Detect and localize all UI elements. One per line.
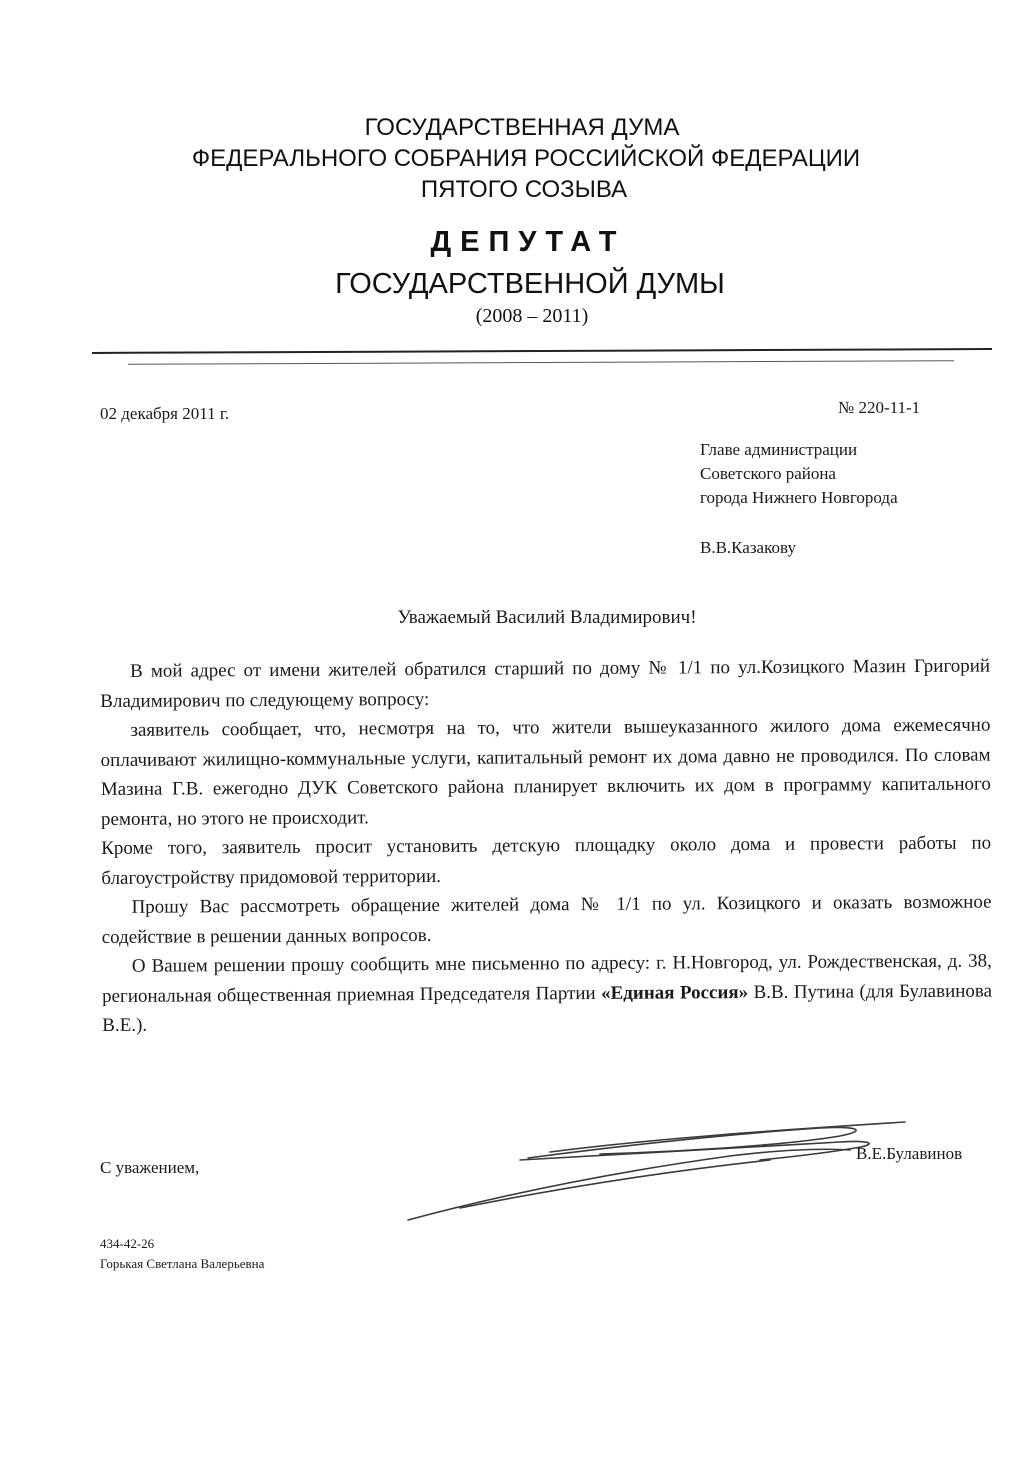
- signer-name: В.Е.Булавинов: [856, 1144, 963, 1163]
- addressee-name: В.В.Казакову: [700, 538, 796, 557]
- addressee-line-1: Главе администрации: [700, 440, 858, 459]
- body-paragraph-3: Кроме того, заявитель просит установить детскую площадку около дома и провести работы по благоустройству придомовой территории.: [101, 832, 992, 889]
- letterhead-line-3: ПЯТОГО СОЗЫВА: [420, 176, 628, 203]
- paragraph-5-end: В.В. Путина (для Булавинова В.Е.).: [102, 980, 993, 1036]
- handwritten-signature: [400, 1108, 920, 1228]
- letterhead-title: ДЕПУТАТ: [430, 226, 626, 258]
- addressee-line-3: города Нижнего Новгорода: [700, 488, 898, 507]
- letter-date: 02 декабря 2011 г.: [100, 404, 230, 423]
- body-paragraph-4: Прошу Вас рассмотреть обращение жителей дома № 1/1 по ул. Козицкого и оказать возможное содействие в решении данных вопросов.: [101, 891, 992, 948]
- letterhead-line-1: ГОСУДАРСТВЕННАЯ ДУМА: [364, 114, 680, 141]
- header-rule-thick: [92, 348, 992, 354]
- header-rule-thin: [128, 360, 954, 365]
- executor-name: Горькая Светлана Валерьевна: [100, 1256, 265, 1271]
- party-name: «Единая Россия»: [601, 981, 749, 1004]
- letter-number: № 220-11-1: [838, 398, 921, 417]
- body-paragraph-1: В мой адрес от имени жителей обратился старший по дому № 1/1 по ул.Козицкого Мазин Григорий Владимирович по следующему вопросу:: [100, 655, 991, 712]
- paragraph-5-start: О Вашем решении прошу сообщить мне письменно по адресу: г. Н.Новгород, ул. Рождественская, д. 38, региональная общественная приемная Председателя Партии: [102, 950, 992, 1007]
- letterhead-line-2: ФЕДЕРАЛЬНОГО СОБРАНИЯ РОССИЙСКОЙ ФЕДЕРАЦИИ: [191, 145, 861, 172]
- letterhead-subtitle: ГОСУДАРСТВЕННОЙ ДУМЫ: [335, 268, 725, 300]
- letterhead-years: (2008 – 2011): [475, 305, 589, 327]
- body-paragraph-5: [102, 947, 993, 1041]
- letter-body: [100, 652, 992, 1041]
- salutation: Уважаемый Василий Владимирович!: [397, 607, 697, 628]
- body-paragraph-2: заявитель сообщает, что, несмотря на то, что жители вышеуказанного жилого дома ежемесячно оплачивают жилищно-коммунальные услуги, капитальный ремонт их дома давно не проводился. По словам Мазина Г.В. ежегодно ДУК Советского района планирует включить их дом в программу капитального ремонта, но этого не происходит.: [100, 714, 991, 830]
- executor-phone: 434-42-26: [100, 1236, 155, 1251]
- closing-regards: С уважением,: [100, 1158, 200, 1177]
- addressee-line-2: Советского района: [700, 464, 836, 483]
